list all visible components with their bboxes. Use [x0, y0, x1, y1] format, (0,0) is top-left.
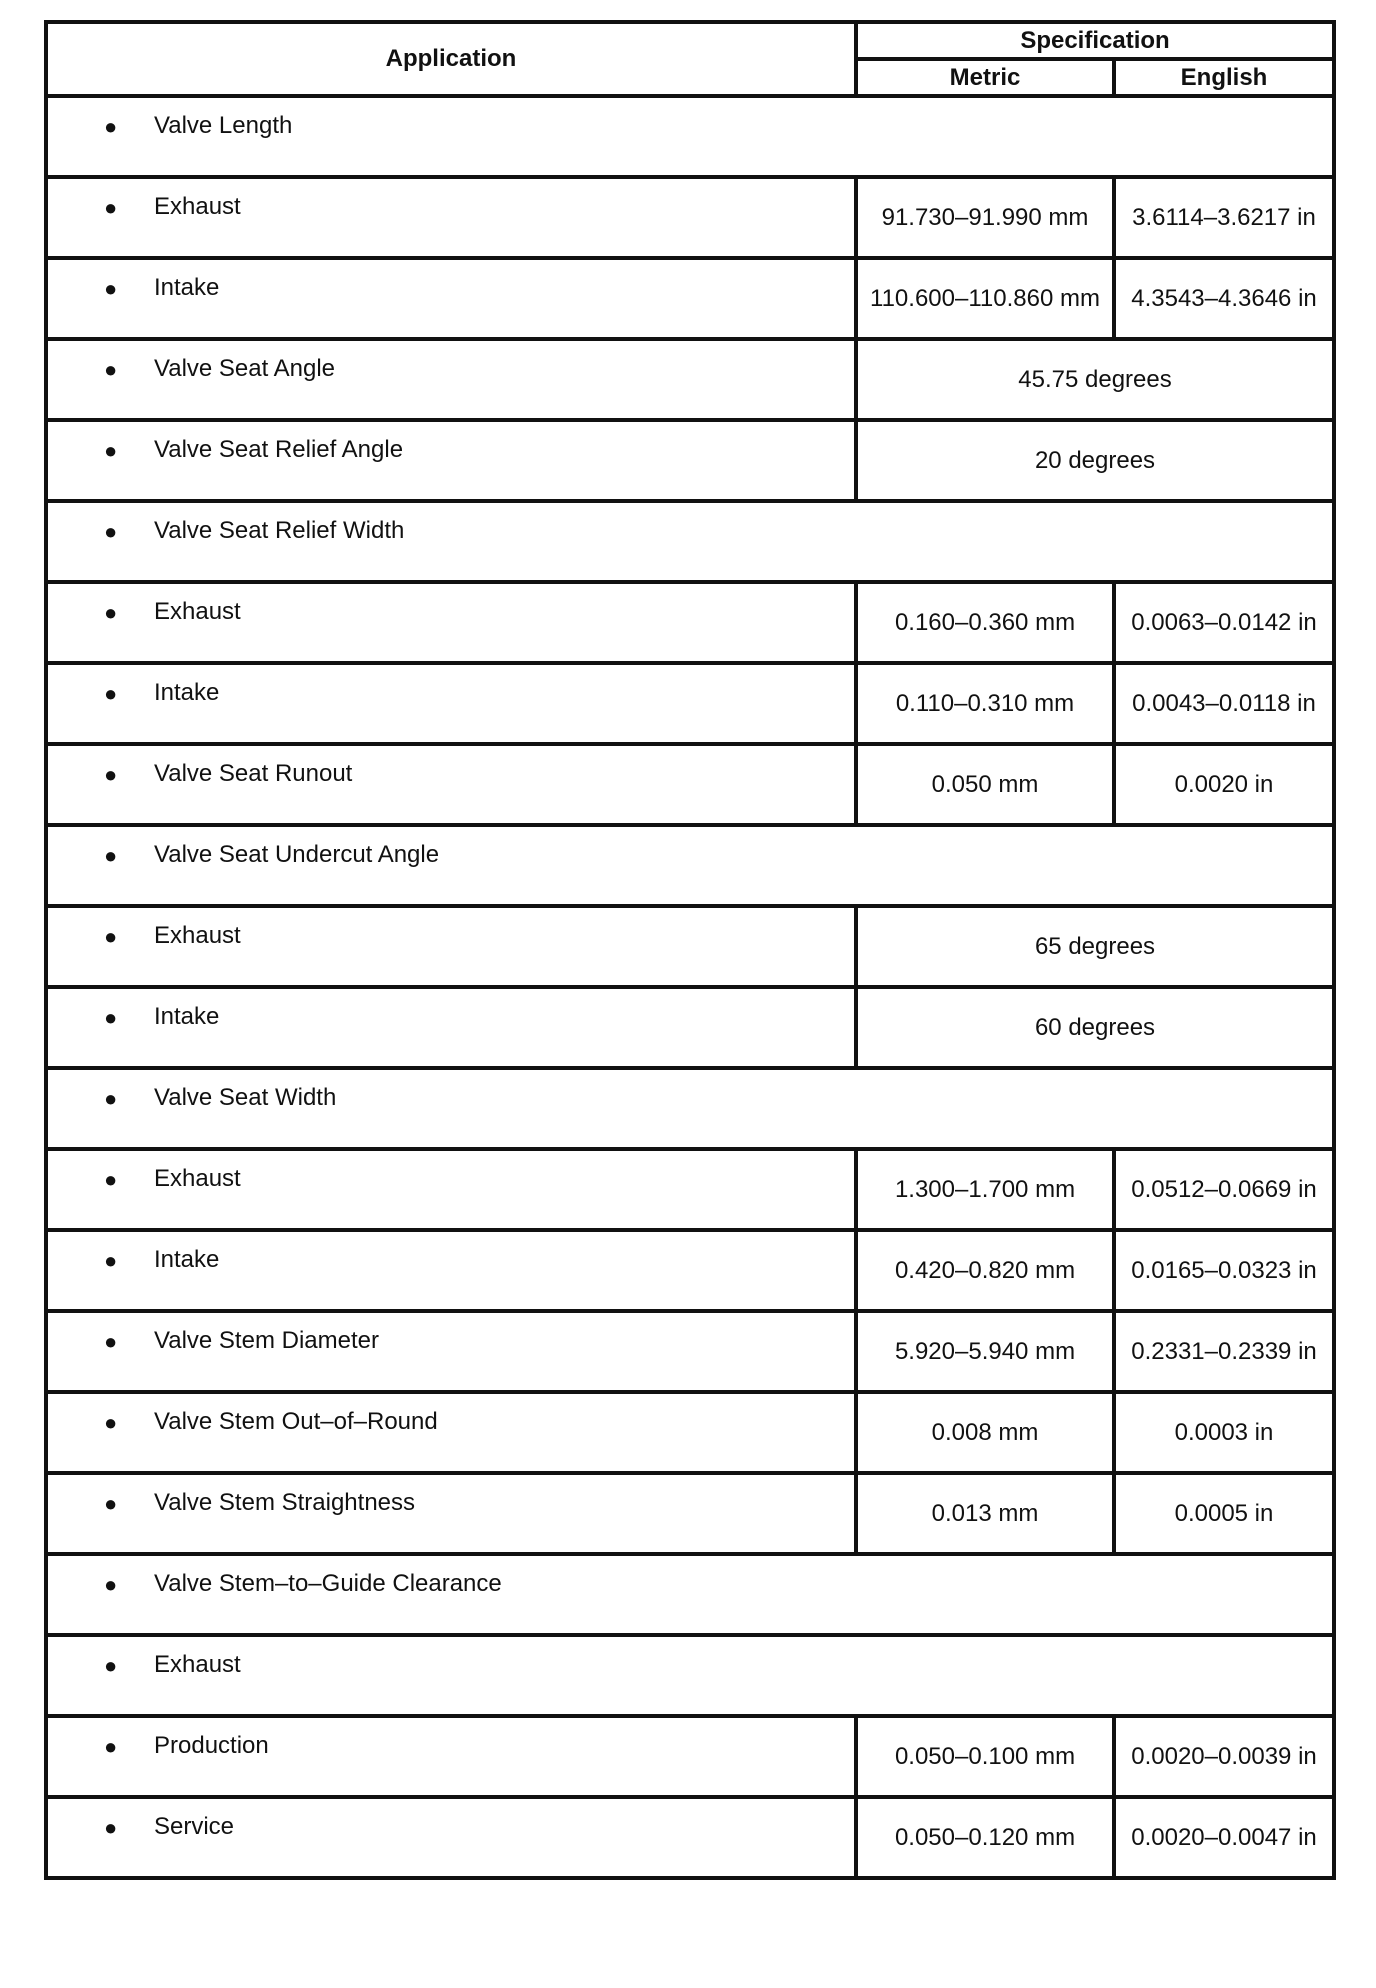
english-value: 0.0005 in — [1114, 1473, 1334, 1554]
bullet-icon: ● — [104, 519, 118, 544]
application-cell — [46, 744, 856, 825]
row-label: Exhaust — [154, 1165, 241, 1192]
english-value: 0.0165–0.0323 in — [1114, 1230, 1334, 1311]
application-header: Application — [46, 22, 856, 96]
bullet-icon: ● — [104, 1815, 118, 1840]
row-label: Valve Seat Angle — [154, 355, 336, 382]
bullet-icon: ● — [104, 843, 118, 868]
table-row — [46, 420, 1334, 501]
metric-value: 0.050–0.120 mm — [856, 1797, 1114, 1878]
row-label: Intake — [154, 274, 220, 301]
row-label: Valve Stem–to–Guide Clearance — [154, 1570, 502, 1597]
metric-value: 0.008 mm — [856, 1392, 1114, 1473]
bullet-icon: ● — [104, 1734, 118, 1759]
row-label: Intake — [154, 1003, 220, 1030]
row-label: Valve Stem Diameter — [154, 1327, 379, 1354]
table-row — [46, 663, 1334, 744]
row-label: Valve Seat Relief Width — [154, 517, 405, 544]
table-row — [46, 1716, 1334, 1797]
row-label: Exhaust — [154, 193, 241, 220]
specification-value: 65 degrees — [856, 906, 1334, 987]
table-row — [46, 1230, 1334, 1311]
row-label: Valve Stem Straightness — [154, 1489, 416, 1516]
bullet-icon: ● — [104, 1653, 118, 1678]
english-value: 0.0003 in — [1114, 1392, 1334, 1473]
table-header — [46, 22, 1334, 96]
metric-value: 0.160–0.360 mm — [856, 582, 1114, 663]
english-value: 3.6114–3.6217 in — [1114, 177, 1334, 258]
metric-value: 91.730–91.990 mm — [856, 177, 1114, 258]
application-cell — [46, 1635, 1334, 1716]
bullet-icon: ● — [104, 1329, 118, 1354]
row-label: Valve Seat Width — [154, 1084, 337, 1111]
metric-value: 0.013 mm — [856, 1473, 1114, 1554]
application-cell — [46, 1716, 856, 1797]
metric-value: 0.050 mm — [856, 744, 1114, 825]
table-body — [46, 96, 1334, 1878]
english-value: 0.0020 in — [1114, 744, 1334, 825]
metric-value: 110.600–110.860 mm — [856, 258, 1114, 339]
application-cell — [46, 96, 1334, 177]
metric-value: 5.920–5.940 mm — [856, 1311, 1114, 1392]
bullet-icon: ● — [104, 357, 118, 382]
table-row — [46, 1149, 1334, 1230]
application-cell — [46, 258, 856, 339]
metric-value: 1.300–1.700 mm — [856, 1149, 1114, 1230]
metric-value: 0.110–0.310 mm — [856, 663, 1114, 744]
specification-value: 45.75 degrees — [856, 339, 1334, 420]
english-value: 0.0020–0.0039 in — [1114, 1716, 1334, 1797]
application-cell — [46, 1392, 856, 1473]
english-value: 0.0020–0.0047 in — [1114, 1797, 1334, 1878]
application-cell — [46, 420, 856, 501]
bullet-icon: ● — [104, 1086, 118, 1111]
table-row — [46, 501, 1334, 582]
english-value: 0.0512–0.0669 in — [1114, 1149, 1334, 1230]
bullet-icon: ● — [104, 681, 118, 706]
bullet-icon: ● — [104, 438, 118, 463]
application-cell — [46, 663, 856, 744]
table-row — [46, 1068, 1334, 1149]
bullet-icon: ● — [104, 114, 118, 139]
row-label: Intake — [154, 679, 220, 706]
table-row — [46, 582, 1334, 663]
table-row — [46, 1797, 1334, 1878]
application-cell — [46, 906, 856, 987]
table-row — [46, 825, 1334, 906]
english-value: 4.3543–4.3646 in — [1114, 258, 1334, 339]
english-value: 0.2331–0.2339 in — [1114, 1311, 1334, 1392]
bullet-icon: ● — [104, 1410, 118, 1435]
row-label: Exhaust — [154, 598, 241, 625]
table-row — [46, 906, 1334, 987]
row-label: Service — [154, 1813, 235, 1840]
row-label: Valve Seat Undercut Angle — [154, 841, 440, 868]
application-cell — [46, 1311, 856, 1392]
application-cell — [46, 339, 856, 420]
bullet-icon: ● — [104, 1005, 118, 1030]
bullet-icon: ● — [104, 1248, 118, 1273]
bullet-icon: ● — [104, 195, 118, 220]
row-label: Valve Stem Out–of–Round — [154, 1408, 438, 1435]
table-row — [46, 744, 1334, 825]
table-row — [46, 1473, 1334, 1554]
row-label: Intake — [154, 1246, 220, 1273]
row-label: Exhaust — [154, 1651, 241, 1678]
bullet-icon: ● — [104, 600, 118, 625]
row-label: Exhaust — [154, 922, 241, 949]
application-cell — [46, 987, 856, 1068]
table-row — [46, 177, 1334, 258]
english-header: English — [1114, 59, 1334, 96]
specification-header: Specification — [856, 22, 1334, 59]
row-label: Valve Seat Runout — [154, 760, 353, 787]
table-row — [46, 339, 1334, 420]
specification-value: 60 degrees — [856, 987, 1334, 1068]
application-cell — [46, 177, 856, 258]
metric-value: 0.420–0.820 mm — [856, 1230, 1114, 1311]
metric-header: Metric — [856, 59, 1114, 96]
table-row — [46, 96, 1334, 177]
english-value: 0.0063–0.0142 in — [1114, 582, 1334, 663]
application-cell — [46, 1554, 1334, 1635]
application-cell — [46, 1068, 1334, 1149]
bullet-icon: ● — [104, 762, 118, 787]
application-cell — [46, 1149, 856, 1230]
specification-table — [44, 20, 1336, 1880]
row-label: Production — [154, 1732, 269, 1759]
table-row — [46, 258, 1334, 339]
application-cell — [46, 825, 1334, 906]
row-label: Valve Seat Relief Angle — [154, 436, 404, 463]
application-cell — [46, 1230, 856, 1311]
application-cell — [46, 582, 856, 663]
specification-value: 20 degrees — [856, 420, 1334, 501]
bullet-icon: ● — [104, 1167, 118, 1192]
bullet-icon: ● — [104, 276, 118, 301]
bullet-icon: ● — [104, 924, 118, 949]
metric-value: 0.050–0.100 mm — [856, 1716, 1114, 1797]
application-cell — [46, 501, 1334, 582]
table-row — [46, 1311, 1334, 1392]
row-label: Valve Length — [154, 112, 293, 139]
application-cell — [46, 1797, 856, 1878]
table-row — [46, 987, 1334, 1068]
table-row — [46, 1554, 1334, 1635]
bullet-icon: ● — [104, 1572, 118, 1597]
table-row — [46, 1635, 1334, 1716]
table-row — [46, 1392, 1334, 1473]
application-cell — [46, 1473, 856, 1554]
bullet-icon: ● — [104, 1491, 118, 1516]
english-value: 0.0043–0.0118 in — [1114, 663, 1334, 744]
